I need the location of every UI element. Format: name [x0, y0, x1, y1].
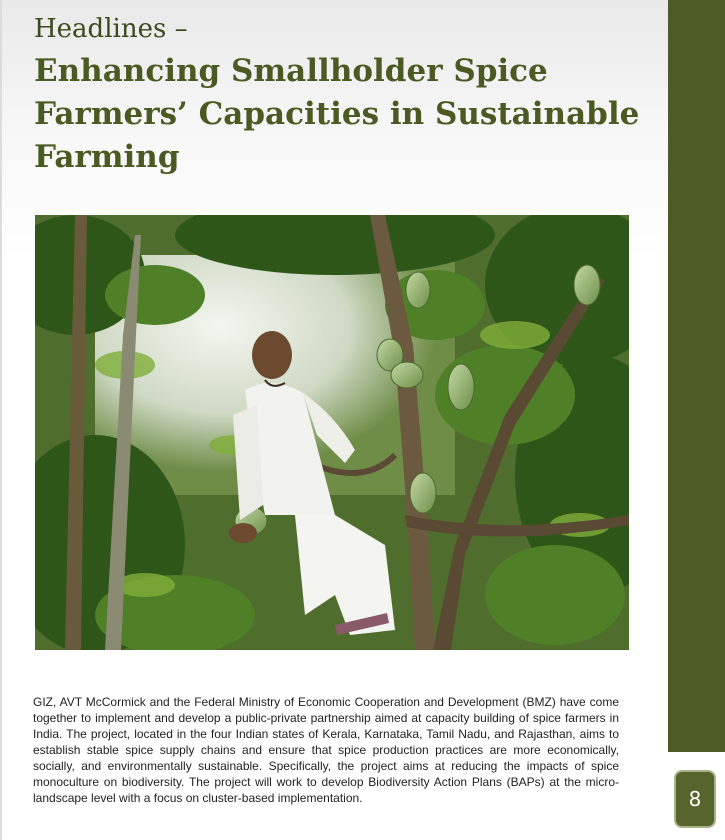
article-body: GIZ, AVT McCormick and the Federal Ministry of Economic Cooperation and Development (BMZ) have come together to implement and develop a public-private partnership aimed at capacity building of spice farmers in India. The project, located in the four Indian states of Kerala, Karnataka, Tamil Nadu, and Rajasthan, aims to establish stable spice supply chains and ensure that spice production practices are more economically, socially, and environmentally sustainable. Specifically, the project aims at reducing the impacts of spice monoculture on biodiversity. The project will work to develop Biodiversity Action Plans (BAPs) at the micro-landscape level with a focus on cluster-based implementation. [33, 695, 619, 805]
page-number: 8 [688, 787, 702, 811]
farmer-photo [35, 215, 629, 650]
sidebar-band [668, 0, 725, 752]
page-title: Enhancing Smallholder Spice Farmers’ Capacities in Sustainable Farming [34, 53, 640, 175]
page-number-badge [674, 770, 716, 828]
section-kicker: Headlines – [34, 14, 188, 44]
